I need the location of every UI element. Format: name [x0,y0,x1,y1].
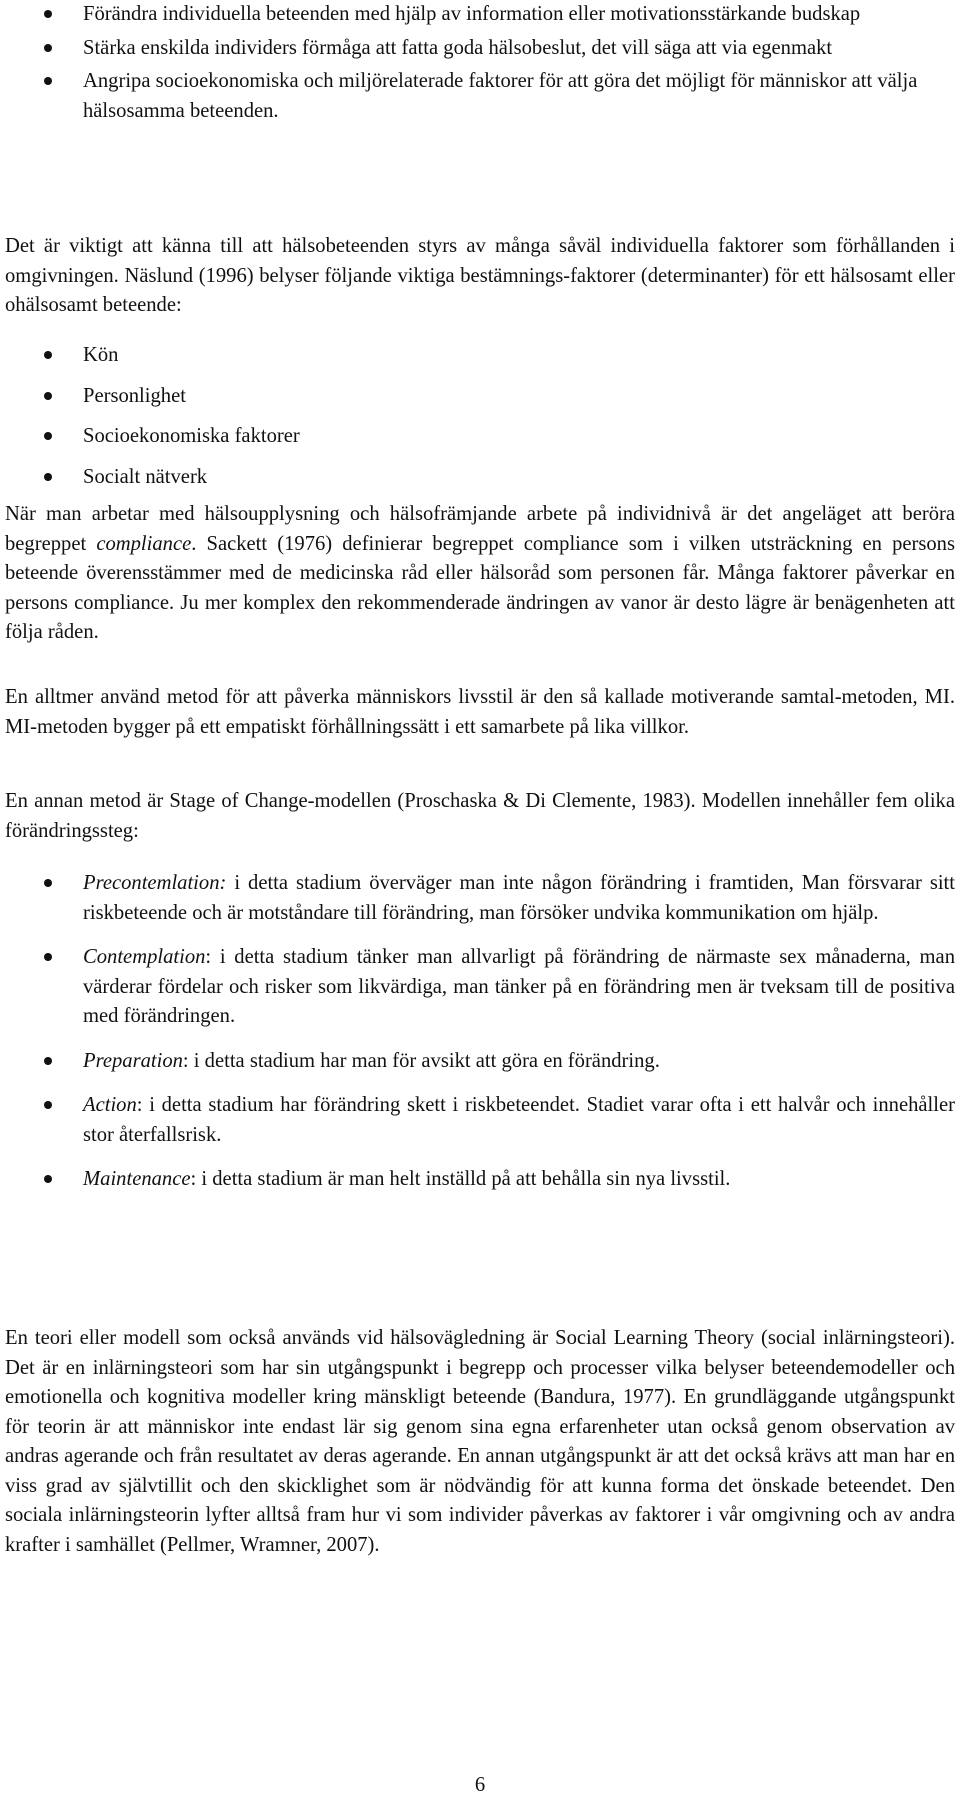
stage-term: Action [83,1094,137,1116]
list-item [5,0,955,30]
paragraph-text: . Sackett (1976) definierar begreppet compliance som i vilken utsträckning en persons beteende överensstämmer med de medicinska råd eller hälsoråd som personen får. Många faktorer påverkar en persons compliance. Ju mer komplex den rekommenderade ändringen av vanor är desto lägre är benägenheten att följa råden. [5,532,955,643]
stage-text: i detta stadium överväger man inte någon förändring i framtiden, Man försvarar sitt riskbeteende och är motståndare till förändring, man försöker undvika kommunikation om hjälp. [83,872,955,924]
bullet-icon [44,953,52,961]
bullet-icon [44,1057,52,1065]
paragraph-determinants: Det är viktigt att känna till att hälsobeteenden styrs av många såväl individuella faktorer som förhållanden i omgivningen. Näslund (1996) belyser följande viktiga bestämnings-faktorer (determinanter) för ett hälsosamt eller ohälsosamt beteende: [5,235,955,316]
paragraph-stages: En annan metod är Stage of Change-modellen (Proschaska & Di Clemente, 1983). Modellen innehåller fem olika förändringssteg: [5,790,955,842]
stage-term: Preparation [83,1049,183,1072]
bullet-icon [44,44,52,52]
list-item [5,1165,955,1195]
bullet-text: Angripa socioekonomiska och miljörelaterade faktorer för att göra det möjligt för människor att välja hälsosamma beteenden. [83,70,918,122]
bullet-text: Stärka enskilda individers förmåga att fatta goda hälsobeslut, det vill säga att via egenmakt [83,36,833,59]
bullet-text: Personlighet [83,384,186,407]
list-item [5,422,955,452]
bullet-icon [44,473,52,481]
compliance-term: compliance [96,532,192,555]
list-item [5,1047,955,1077]
list-item [5,34,955,64]
bullet-icon [44,77,52,85]
list-item [5,463,955,493]
list-item [5,382,955,412]
bullet-icon [44,432,52,440]
stage-text: : i detta stadium har man för avsikt att göra en förändring. [182,1049,660,1072]
page-number: 6 [474,1774,486,1796]
list-item [5,67,955,126]
bullet-icon [44,879,52,887]
list-item [5,1091,955,1150]
list-item [5,341,955,371]
bullet-text: Förändra individuella beteenden med hjälp av information eller motivationsstärkande budskap [83,3,861,25]
stage-text: : i detta stadium är man helt inställd på att behålla sin nya livsstil. [190,1168,731,1190]
paragraph-text: När man arbetar med hälsoupplysning och hälsofrämjande arbete på individnivå är det angeläget att beröra begreppet [5,503,955,555]
determinant-list [5,341,955,492]
stage-term: Precontemlation: [83,872,227,894]
stage-text: : i detta stadium tänker man allvarligt på förändring de närmaste sex månaderna, man värderar fördelar och risker som likvärdiga, man tänker på en förändring men är tveksam till de positiva med förändringen. [83,946,955,1027]
paragraph-compliance [5,500,955,648]
bullet-icon [44,10,52,18]
stage-term: Contemplation [83,946,206,968]
paragraph-social-learning: En teori eller modell som också används vid hälsovägledning är Social Learning Theory (social inlärningsteori). Det är en inlärningsteori som har sin utgångspunkt i begrepp och processer vilka belyser beteendemodeller och emotionella och kognitiva modeller kring mänskligt beteende (Bandura, 1977). En grundläggande utgångspunkt för teorin är att människor inte endast lär sig genom sina egna erfarenheter utan också genom observation av andras agerande och från resultatet av deras agerande. En annan utgångspunkt är att det också krävs att man har en viss grad av självtillit och den skicklighet som är nödvändig för att kunna forma det önskade beteendet. Den sociala inlärningsteorin lyfter alltså fram hur vi som individer påverkas av faktorer i vår omgivning och av andra krafter i samhället (Pellmer, Wramner, 2007). [5,1327,955,1556]
intro-bullet-list [5,0,955,126]
stage-text: : i detta stadium har förändring skett i riskbeteendet. Stadiet varar ofta i ett halvår och innehåller stor återfallsrisk. [83,1094,955,1146]
bullet-text: Socioekonomiska faktorer [83,425,300,447]
bullet-icon [44,351,52,359]
list-item [5,869,955,928]
bullet-text: Kön [83,344,119,366]
bullet-icon [44,1101,52,1109]
stage-term: Maintenance [83,1168,191,1190]
paragraph-mi: En alltmer använd metod för att påverka människors livsstil är den så kallade motiverande samtal-metoden, MI. MI-metoden bygger på ett empatiskt förhållningssätt i ett samarbete på lika villkor. [5,686,955,738]
stage-list [5,869,955,1195]
bullet-icon [44,1175,52,1183]
list-item [5,943,955,1032]
bullet-icon [44,392,52,400]
bullet-text: Socialt nätverk [83,465,208,488]
